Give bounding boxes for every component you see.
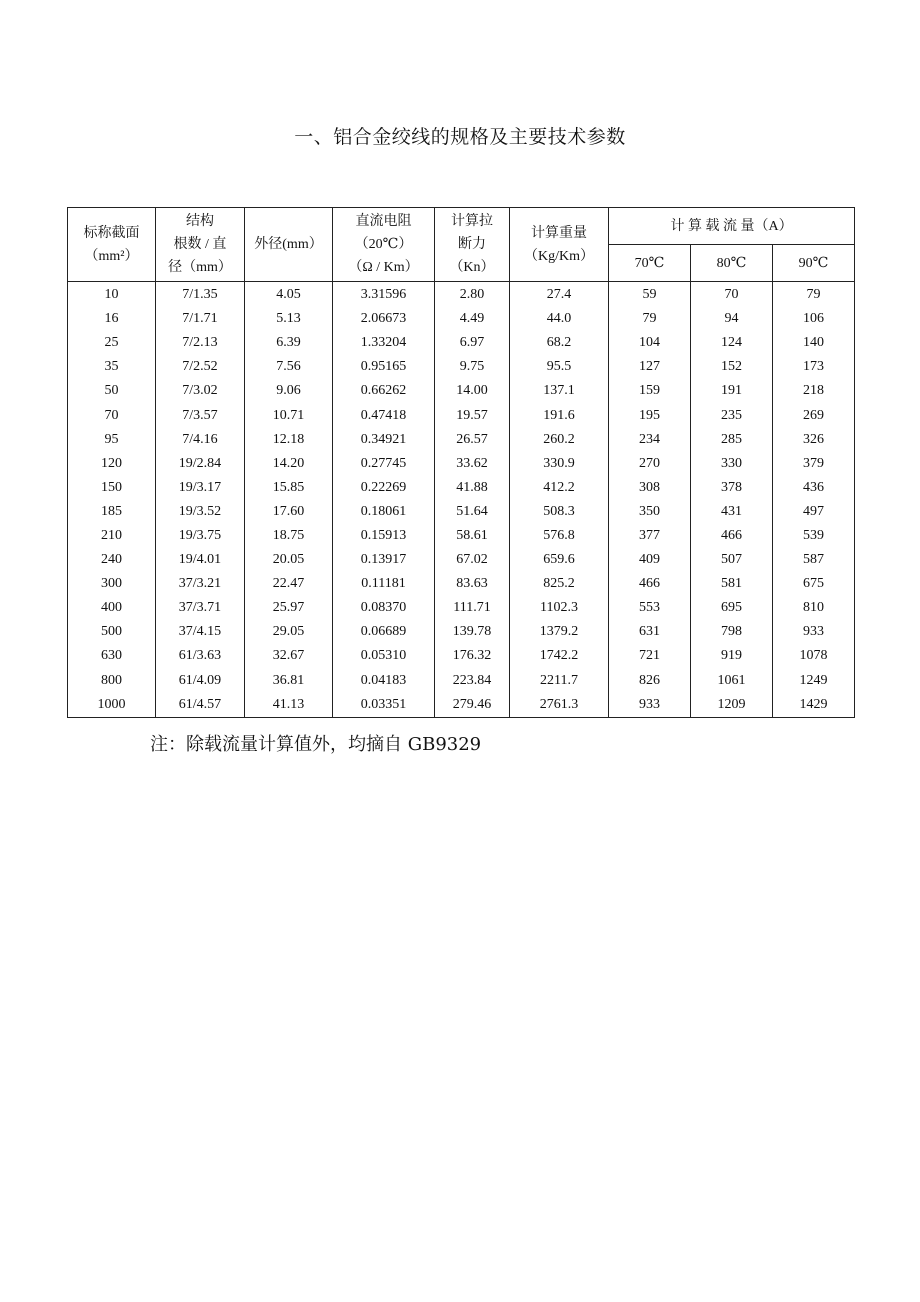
header-structure: 结构 根数 / 直 径（mm）	[156, 208, 245, 282]
cell-ampacity-70c: 933	[609, 693, 691, 718]
cell-resistance: 1.33204	[333, 331, 435, 355]
cell-resistance: 0.03351	[333, 693, 435, 718]
page-title: 一、铝合金绞线的规格及主要技术参数	[294, 126, 626, 148]
cell-diameter: 15.85	[245, 476, 333, 500]
cell-section: 150	[68, 476, 156, 500]
cell-tensile: 41.88	[435, 476, 510, 500]
cell-ampacity-90c: 497	[773, 500, 855, 524]
cell-resistance: 0.66262	[333, 379, 435, 403]
cell-ampacity-80c: 1061	[691, 669, 773, 693]
cell-ampacity-80c: 124	[691, 331, 773, 355]
cell-tensile: 279.46	[435, 693, 510, 718]
cell-resistance: 0.13917	[333, 548, 435, 572]
cell-ampacity-80c: 798	[691, 620, 773, 644]
cell-weight: 508.3	[510, 500, 609, 524]
cell-ampacity-80c: 1209	[691, 693, 773, 718]
cell-ampacity-90c: 106	[773, 307, 855, 331]
cell-section: 70	[68, 403, 156, 427]
table-row	[68, 548, 855, 572]
header-diameter: 外径(mm）	[245, 208, 333, 282]
cell-structure: 7/1.71	[156, 307, 245, 331]
cell-ampacity-80c: 235	[691, 403, 773, 427]
cell-resistance: 0.34921	[333, 428, 435, 452]
cell-diameter: 18.75	[245, 524, 333, 548]
spec-table	[67, 207, 855, 718]
table-row	[68, 524, 855, 548]
cell-tensile: 19.57	[435, 403, 510, 427]
cell-tensile: 33.62	[435, 452, 510, 476]
cell-weight: 191.6	[510, 403, 609, 427]
header-tensile: 计算拉 断力 （Kn）	[435, 208, 510, 282]
cell-diameter: 20.05	[245, 548, 333, 572]
cell-structure: 19/3.17	[156, 476, 245, 500]
cell-resistance: 0.05310	[333, 644, 435, 668]
table-row	[68, 644, 855, 668]
cell-structure: 7/2.52	[156, 355, 245, 379]
cell-structure: 37/3.21	[156, 572, 245, 596]
cell-structure: 7/3.57	[156, 403, 245, 427]
header-resistance: 直流电阻 （20℃） （Ω / Km）	[333, 208, 435, 282]
table-row	[68, 500, 855, 524]
cell-tensile: 176.32	[435, 644, 510, 668]
cell-diameter: 6.39	[245, 331, 333, 355]
cell-structure: 61/3.63	[156, 644, 245, 668]
table-row	[68, 307, 855, 331]
cell-weight: 412.2	[510, 476, 609, 500]
cell-ampacity-80c: 507	[691, 548, 773, 572]
cell-weight: 1102.3	[510, 596, 609, 620]
cell-diameter: 14.20	[245, 452, 333, 476]
cell-section: 50	[68, 379, 156, 403]
cell-ampacity-70c: 59	[609, 282, 691, 308]
cell-structure: 7/4.16	[156, 428, 245, 452]
header-80c: 80℃	[691, 245, 773, 282]
cell-ampacity-90c: 587	[773, 548, 855, 572]
table-row	[68, 282, 855, 308]
header-90c: 90℃	[773, 245, 855, 282]
cell-tensile: 51.64	[435, 500, 510, 524]
cell-diameter: 25.97	[245, 596, 333, 620]
cell-weight: 2761.3	[510, 693, 609, 718]
cell-section: 1000	[68, 693, 156, 718]
cell-weight: 68.2	[510, 331, 609, 355]
cell-tensile: 111.71	[435, 596, 510, 620]
cell-ampacity-70c: 466	[609, 572, 691, 596]
header-section: 标称截面 （mm²）	[68, 208, 156, 282]
cell-weight: 260.2	[510, 428, 609, 452]
cell-diameter: 7.56	[245, 355, 333, 379]
cell-ampacity-70c: 350	[609, 500, 691, 524]
cell-ampacity-70c: 270	[609, 452, 691, 476]
cell-weight: 1379.2	[510, 620, 609, 644]
header-70c: 70℃	[609, 245, 691, 282]
cell-ampacity-70c: 79	[609, 307, 691, 331]
cell-section: 210	[68, 524, 156, 548]
table-row	[68, 620, 855, 644]
cell-ampacity-70c: 409	[609, 548, 691, 572]
header-weight: 计算重量 （Kg/Km）	[510, 208, 609, 282]
cell-tensile: 139.78	[435, 620, 510, 644]
cell-diameter: 29.05	[245, 620, 333, 644]
cell-ampacity-80c: 152	[691, 355, 773, 379]
source-note: 注：除载流量计算值外，均摘自 GB9329	[150, 734, 482, 755]
cell-ampacity-70c: 104	[609, 331, 691, 355]
cell-weight: 825.2	[510, 572, 609, 596]
cell-tensile: 67.02	[435, 548, 510, 572]
cell-resistance: 0.11181	[333, 572, 435, 596]
cell-structure: 61/4.09	[156, 669, 245, 693]
cell-resistance: 0.95165	[333, 355, 435, 379]
cell-structure: 7/3.02	[156, 379, 245, 403]
table-row	[68, 428, 855, 452]
cell-resistance: 3.31596	[333, 282, 435, 308]
cell-section: 300	[68, 572, 156, 596]
cell-ampacity-80c: 70	[691, 282, 773, 308]
cell-structure: 61/4.57	[156, 693, 245, 718]
cell-ampacity-70c: 159	[609, 379, 691, 403]
cell-structure: 7/1.35	[156, 282, 245, 308]
cell-resistance: 2.06673	[333, 307, 435, 331]
cell-ampacity-80c: 378	[691, 476, 773, 500]
cell-ampacity-90c: 79	[773, 282, 855, 308]
cell-tensile: 4.49	[435, 307, 510, 331]
cell-resistance: 0.27745	[333, 452, 435, 476]
cell-ampacity-90c: 140	[773, 331, 855, 355]
cell-diameter: 36.81	[245, 669, 333, 693]
cell-section: 800	[68, 669, 156, 693]
cell-diameter: 4.05	[245, 282, 333, 308]
cell-tensile: 223.84	[435, 669, 510, 693]
cell-resistance: 0.06689	[333, 620, 435, 644]
cell-resistance: 0.47418	[333, 403, 435, 427]
cell-tensile: 83.63	[435, 572, 510, 596]
cell-diameter: 10.71	[245, 403, 333, 427]
table-row	[68, 669, 855, 693]
cell-section: 10	[68, 282, 156, 308]
cell-ampacity-80c: 581	[691, 572, 773, 596]
cell-section: 240	[68, 548, 156, 572]
cell-tensile: 58.61	[435, 524, 510, 548]
cell-ampacity-90c: 539	[773, 524, 855, 548]
cell-weight: 27.4	[510, 282, 609, 308]
cell-diameter: 41.13	[245, 693, 333, 718]
cell-ampacity-70c: 631	[609, 620, 691, 644]
cell-ampacity-90c: 436	[773, 476, 855, 500]
cell-ampacity-90c: 675	[773, 572, 855, 596]
cell-section: 16	[68, 307, 156, 331]
cell-ampacity-90c: 810	[773, 596, 855, 620]
cell-section: 95	[68, 428, 156, 452]
table-row	[68, 572, 855, 596]
table-row	[68, 476, 855, 500]
cell-weight: 330.9	[510, 452, 609, 476]
cell-weight: 44.0	[510, 307, 609, 331]
cell-weight: 576.8	[510, 524, 609, 548]
cell-ampacity-70c: 195	[609, 403, 691, 427]
cell-tensile: 2.80	[435, 282, 510, 308]
cell-ampacity-90c: 1249	[773, 669, 855, 693]
cell-weight: 95.5	[510, 355, 609, 379]
table-row	[68, 693, 855, 718]
cell-section: 400	[68, 596, 156, 620]
cell-structure: 19/4.01	[156, 548, 245, 572]
table-row	[68, 596, 855, 620]
cell-ampacity-80c: 285	[691, 428, 773, 452]
cell-diameter: 9.06	[245, 379, 333, 403]
cell-diameter: 5.13	[245, 307, 333, 331]
cell-ampacity-70c: 234	[609, 428, 691, 452]
cell-ampacity-80c: 695	[691, 596, 773, 620]
cell-diameter: 12.18	[245, 428, 333, 452]
cell-ampacity-90c: 218	[773, 379, 855, 403]
cell-section: 630	[68, 644, 156, 668]
cell-ampacity-90c: 173	[773, 355, 855, 379]
table-body	[68, 282, 855, 718]
cell-weight: 1742.2	[510, 644, 609, 668]
cell-ampacity-90c: 1429	[773, 693, 855, 718]
cell-section: 35	[68, 355, 156, 379]
cell-tensile: 6.97	[435, 331, 510, 355]
cell-ampacity-70c: 721	[609, 644, 691, 668]
cell-diameter: 32.67	[245, 644, 333, 668]
table-row	[68, 403, 855, 427]
header-ampacity: 计 算 载 流 量（A）	[609, 208, 855, 245]
cell-section: 500	[68, 620, 156, 644]
cell-ampacity-80c: 94	[691, 307, 773, 331]
cell-section: 120	[68, 452, 156, 476]
cell-structure: 19/3.52	[156, 500, 245, 524]
cell-structure: 37/4.15	[156, 620, 245, 644]
cell-ampacity-80c: 466	[691, 524, 773, 548]
cell-diameter: 17.60	[245, 500, 333, 524]
cell-structure: 19/3.75	[156, 524, 245, 548]
cell-section: 25	[68, 331, 156, 355]
cell-ampacity-70c: 553	[609, 596, 691, 620]
cell-ampacity-70c: 826	[609, 669, 691, 693]
cell-resistance: 0.04183	[333, 669, 435, 693]
cell-structure: 37/3.71	[156, 596, 245, 620]
cell-diameter: 22.47	[245, 572, 333, 596]
cell-resistance: 0.22269	[333, 476, 435, 500]
cell-weight: 2211.7	[510, 669, 609, 693]
cell-resistance: 0.08370	[333, 596, 435, 620]
cell-ampacity-90c: 933	[773, 620, 855, 644]
cell-tensile: 26.57	[435, 428, 510, 452]
table-row	[68, 355, 855, 379]
cell-ampacity-90c: 269	[773, 403, 855, 427]
cell-tensile: 9.75	[435, 355, 510, 379]
cell-ampacity-70c: 377	[609, 524, 691, 548]
cell-ampacity-70c: 127	[609, 355, 691, 379]
cell-resistance: 0.18061	[333, 500, 435, 524]
cell-tensile: 14.00	[435, 379, 510, 403]
table-row	[68, 452, 855, 476]
cell-ampacity-80c: 191	[691, 379, 773, 403]
cell-structure: 7/2.13	[156, 331, 245, 355]
cell-weight: 137.1	[510, 379, 609, 403]
cell-resistance: 0.15913	[333, 524, 435, 548]
cell-section: 185	[68, 500, 156, 524]
cell-ampacity-90c: 379	[773, 452, 855, 476]
cell-ampacity-80c: 330	[691, 452, 773, 476]
cell-ampacity-70c: 308	[609, 476, 691, 500]
cell-ampacity-90c: 1078	[773, 644, 855, 668]
cell-structure: 19/2.84	[156, 452, 245, 476]
cell-ampacity-90c: 326	[773, 428, 855, 452]
cell-ampacity-80c: 919	[691, 644, 773, 668]
cell-ampacity-80c: 431	[691, 500, 773, 524]
cell-weight: 659.6	[510, 548, 609, 572]
table-row	[68, 331, 855, 355]
table-row	[68, 379, 855, 403]
